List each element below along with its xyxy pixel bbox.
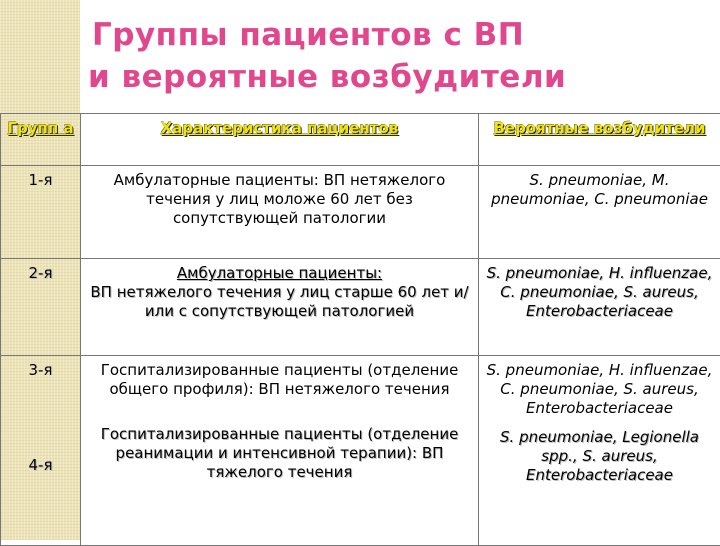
title-line-1: Группы пациентов с ВП [88,14,708,56]
row-characteristics: Амбулаторные пациенты: ВП нетяжелого течения у лиц моложе 60 лет без сопутствующей патологии [81,166,479,259]
row-group [1,356,81,546]
table-header-row [1,114,720,166]
slide-title [88,14,708,98]
row-characteristics-4: Госпитализированные пациенты (отделение реанимации и интенсивной терапии): ВП тяжелого течения [101,425,459,481]
row-group: 2-я [1,259,81,356]
row-characteristics-3: Госпитализированные пациенты (отделение общего профиля): ВП нетяжелого течения [101,361,459,398]
table-row [1,166,720,259]
header-characteristics: Характеристика пациентов [81,114,479,166]
row-pathogens: S. pneumoniae, M. pneumoniae, C. pneumoniae [479,166,720,259]
row-pathogens [479,356,720,546]
header-pathogens: Вероятные возбудители [479,114,720,166]
row-pathogens-3: S. pneumoniae, H. influenzae, C. pneumoniae, S. aureus, Enterobacteriaceae [487,361,713,417]
row-characteristics [81,259,479,356]
row-characteristics-detail: ВП нетяжелого течения у лиц старше 60 лет и/или с сопутствующей патологией [90,283,468,320]
patient-groups-table [0,113,720,546]
row-pathogens-4: S. pneumoniae, Legionella spp., S. aureus, Enterobacteriaceae [500,428,699,484]
table-row [1,259,720,356]
header-group: Групп а [1,114,81,166]
row-characteristics [81,356,479,546]
title-line-2: и вероятные возбудители [88,56,708,98]
table-row [1,356,720,546]
row-pathogens: S. pneumoniae, H. influenzae, C. pneumoniae, S. aureus, Enterobacteriaceae [479,259,720,356]
row-group-3: 3-я [29,361,53,379]
row-characteristics-lead: Амбулаторные пациенты: [177,264,382,282]
row-group-4: 4-я [29,456,53,474]
row-group: 1-я [1,166,81,259]
